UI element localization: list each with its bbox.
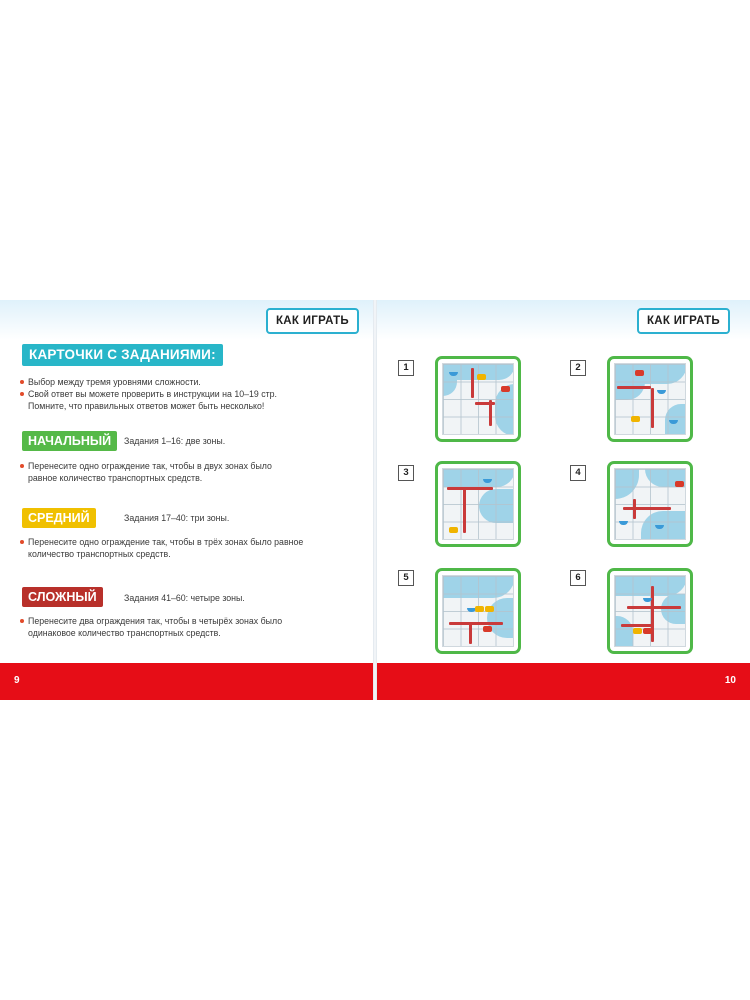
bullet-dot-icon bbox=[20, 392, 24, 396]
bus-icon bbox=[477, 374, 486, 380]
bus-icon bbox=[475, 606, 484, 612]
car-icon bbox=[675, 481, 684, 487]
fence bbox=[617, 386, 651, 389]
bullet-dot-icon bbox=[20, 540, 24, 544]
car-icon bbox=[501, 386, 510, 392]
puzzle-board bbox=[614, 468, 686, 540]
fence bbox=[651, 586, 654, 642]
bus-icon bbox=[633, 628, 642, 634]
puzzle-number: 2 bbox=[570, 360, 586, 376]
level-medium-line-2: количество транспортных средств. bbox=[28, 549, 171, 559]
puzzle-card bbox=[607, 356, 693, 442]
grid bbox=[615, 469, 685, 539]
fence bbox=[651, 388, 654, 428]
bus-icon bbox=[449, 527, 458, 533]
left-page bbox=[0, 300, 373, 700]
puzzle-number: 5 bbox=[398, 570, 414, 586]
puzzle-number: 3 bbox=[398, 465, 414, 481]
puzzle-board bbox=[614, 363, 686, 435]
fence bbox=[471, 368, 474, 398]
bullet-dot-icon bbox=[20, 464, 24, 468]
bullet-dot-icon bbox=[20, 619, 24, 623]
intro-bullet-2-cont: Помните, что правильных ответов может быть несколько! bbox=[28, 401, 265, 411]
bus-icon bbox=[485, 606, 494, 612]
fence bbox=[621, 624, 653, 627]
puzzle-board bbox=[442, 468, 514, 540]
fence bbox=[463, 489, 466, 533]
level-hard-line-1: Перенесите два ограждения так, чтобы в четырёх зонах было bbox=[20, 615, 282, 627]
puzzle-number: 6 bbox=[570, 570, 586, 586]
level-beginner-line-2: равное количество транспортных средств. bbox=[28, 473, 203, 483]
how-to-play-tag: КАК ИГРАТЬ bbox=[637, 308, 730, 334]
fence bbox=[475, 402, 495, 405]
grid bbox=[615, 576, 685, 646]
car-icon bbox=[643, 628, 652, 634]
puzzle-card bbox=[607, 461, 693, 547]
fence bbox=[623, 507, 671, 510]
section-title: КАРТОЧКИ С ЗАДАНИЯМИ: bbox=[22, 344, 223, 366]
puzzle-number: 4 bbox=[570, 465, 586, 481]
intro-bullet-2: Свой ответ вы можете проверить в инструкции на 10–19 стр. bbox=[20, 388, 277, 400]
puzzle-number: 1 bbox=[398, 360, 414, 376]
how-to-play-tag: КАК ИГРАТЬ bbox=[266, 308, 359, 334]
page-number-right: 10 bbox=[724, 675, 736, 686]
bus-icon bbox=[631, 416, 640, 422]
car-icon bbox=[483, 626, 492, 632]
booklet-spread bbox=[0, 300, 750, 700]
level-medium-badge: СРЕДНИЙ bbox=[22, 508, 96, 528]
fence bbox=[447, 487, 493, 490]
right-page bbox=[377, 300, 750, 700]
intro-bullet-1: Выбор между тремя уровнями сложности. bbox=[20, 376, 201, 388]
puzzle-board bbox=[442, 363, 514, 435]
puzzle-card bbox=[435, 356, 521, 442]
level-medium-tasks: Задания 17–40: три зоны. bbox=[124, 513, 230, 523]
car-icon bbox=[635, 370, 644, 376]
fence bbox=[627, 606, 681, 609]
bullet-dot-icon bbox=[20, 380, 24, 384]
level-beginner-line-1: Перенесите одно ограждение так, чтобы в двух зонах было bbox=[20, 460, 272, 472]
level-medium-line-1: Перенесите одно ограждение так, чтобы в трёх зонах было равное bbox=[20, 536, 303, 548]
puzzle-card bbox=[435, 461, 521, 547]
level-hard-tasks: Задания 41–60: четыре зоны. bbox=[124, 593, 245, 603]
puzzle-card bbox=[607, 568, 693, 654]
puzzle-card bbox=[435, 568, 521, 654]
footer-bar bbox=[0, 663, 373, 700]
level-hard-line-2: одинаковое количество транспортных средств. bbox=[28, 628, 221, 638]
fence bbox=[469, 622, 472, 644]
puzzle-board bbox=[614, 575, 686, 647]
page-number-left: 9 bbox=[14, 675, 20, 686]
level-hard-badge: СЛОЖНЫЙ bbox=[22, 587, 103, 607]
level-beginner-badge: НАЧАЛЬНЫЙ bbox=[22, 431, 117, 451]
puzzle-board bbox=[442, 575, 514, 647]
fence bbox=[633, 499, 636, 519]
footer-bar bbox=[377, 663, 750, 700]
fence bbox=[489, 400, 492, 426]
fence bbox=[449, 622, 503, 625]
level-beginner-tasks: Задания 1–16: две зоны. bbox=[124, 436, 226, 446]
